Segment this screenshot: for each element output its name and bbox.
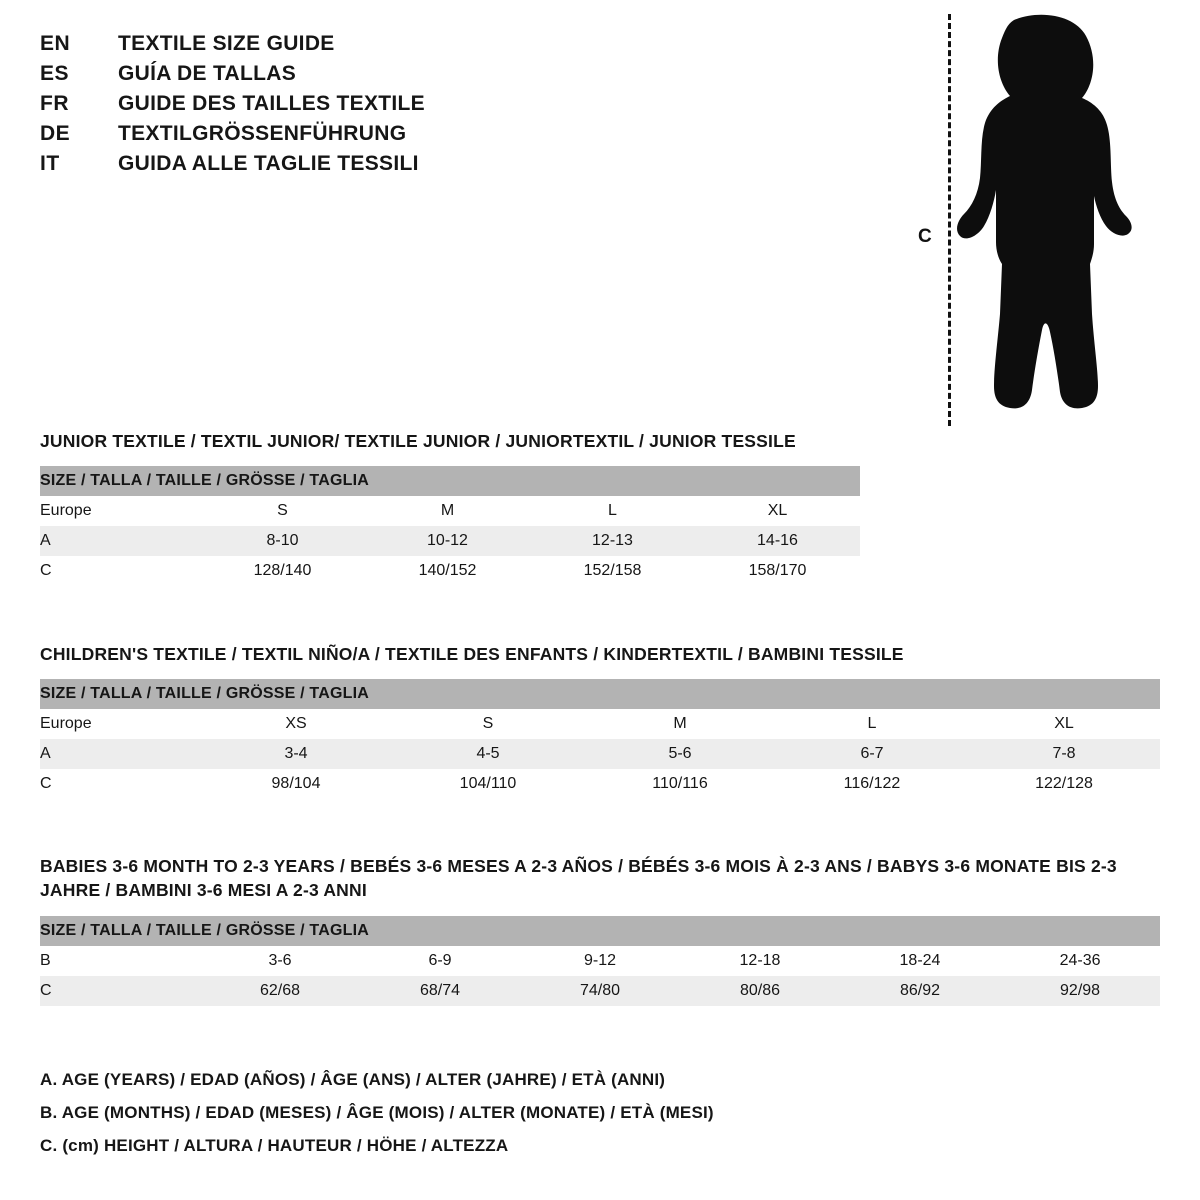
language-text-it: GUIDA ALLE TAGLIE TESSILI: [118, 152, 419, 175]
row-cell: M: [365, 496, 530, 526]
row-label: C: [40, 556, 200, 586]
section-babies-table: [40, 916, 1160, 1006]
table-row: [40, 556, 860, 586]
section-children: [40, 643, 1160, 799]
language-text-en: TEXTILE SIZE GUIDE: [118, 32, 335, 55]
row-cell: 86/92: [840, 976, 1000, 1006]
language-code-es: ES: [40, 62, 70, 85]
section-children-table: [40, 679, 1160, 799]
table-row: [40, 739, 1160, 769]
section-babies: [40, 855, 1160, 1006]
row-label: A: [40, 526, 200, 556]
row-cell: 12-13: [530, 526, 695, 556]
row-cell: 152/158: [530, 556, 695, 586]
row-cell: XL: [968, 709, 1160, 739]
child-silhouette-icon: [952, 14, 1142, 431]
row-cell: 110/116: [584, 769, 776, 799]
table-band-label: SIZE / TALLA / TAILLE / GRÖSSE / TAGLIA: [40, 916, 1160, 946]
row-cell: 24-36: [1000, 946, 1160, 976]
table-band-row: [40, 679, 1160, 709]
section-junior: [40, 430, 860, 586]
row-cell: 14-16: [695, 526, 860, 556]
legend-item-b: B. AGE (MONTHS) / EDAD (MESES) / ÂGE (MOIS) / ALTER (MONATE) / ETÀ (MESI): [40, 1103, 714, 1123]
language-row-es: [40, 62, 680, 92]
table-row: [40, 709, 1160, 739]
row-cell: 5-6: [584, 739, 776, 769]
row-cell: XS: [200, 709, 392, 739]
language-code-it: IT: [40, 152, 60, 175]
language-header: [40, 32, 680, 182]
table-band-label: SIZE / TALLA / TAILLE / GRÖSSE / TAGLIA: [40, 466, 860, 496]
height-measure-figure: [900, 10, 1160, 430]
language-code-fr: FR: [40, 92, 69, 115]
row-cell: 8-10: [200, 526, 365, 556]
row-cell: 80/86: [680, 976, 840, 1006]
row-cell: 158/170: [695, 556, 860, 586]
row-cell: 116/122: [776, 769, 968, 799]
legend-item-c: C. (cm) HEIGHT / ALTURA / HAUTEUR / HÖHE / ALTEZZA: [40, 1136, 509, 1156]
legend: [40, 1063, 714, 1162]
row-cell: L: [776, 709, 968, 739]
row-cell: 62/68: [200, 976, 360, 1006]
row-cell: 140/152: [365, 556, 530, 586]
row-label: B: [40, 946, 200, 976]
row-cell: L: [530, 496, 695, 526]
row-cell: S: [392, 709, 584, 739]
language-code-de: DE: [40, 122, 71, 145]
language-text-fr: GUIDE DES TAILLES TEXTILE: [118, 92, 425, 115]
row-cell: 3-4: [200, 739, 392, 769]
height-measure-label: C: [918, 226, 932, 247]
row-cell: XL: [695, 496, 860, 526]
table-row: [40, 496, 860, 526]
row-cell: 122/128: [968, 769, 1160, 799]
language-code-en: EN: [40, 32, 71, 55]
row-cell: 12-18: [680, 946, 840, 976]
section-babies-title: BABIES 3-6 MONTH TO 2-3 YEARS / BEBÉS 3-6 MESES A 2-3 AÑOS / BÉBÉS 3-6 MOIS À 2-3 ANS / BABYS 3-6 MONATE BIS 2-3 JAHRE / BAMBINI 3-6 MESI A 2-3 ANNI: [40, 856, 1117, 900]
row-cell: 6-9: [360, 946, 520, 976]
row-cell: M: [584, 709, 776, 739]
language-row-de: [40, 122, 680, 152]
table-row: [40, 976, 1160, 1006]
section-children-title: CHILDREN'S TEXTILE / TEXTIL NIÑO/A / TEXTILE DES ENFANTS / KINDERTEXTIL / BAMBINI TESSILE: [40, 644, 904, 664]
row-cell: 74/80: [520, 976, 680, 1006]
row-cell: 128/140: [200, 556, 365, 586]
row-cell: 10-12: [365, 526, 530, 556]
table-band-row: [40, 916, 1160, 946]
table-band-label: SIZE / TALLA / TAILLE / GRÖSSE / TAGLIA: [40, 679, 1160, 709]
table-row: [40, 769, 1160, 799]
row-label: A: [40, 739, 200, 769]
language-row-it: [40, 152, 680, 182]
language-text-es: GUÍA DE TALLAS: [118, 62, 297, 85]
language-row-en: [40, 32, 680, 62]
language-text-de: TEXTILGRÖSSENFÜHRUNG: [118, 122, 407, 145]
row-cell: 18-24: [840, 946, 1000, 976]
row-label: Europe: [40, 496, 200, 526]
table-row: [40, 946, 1160, 976]
table-row: [40, 526, 860, 556]
row-cell: 68/74: [360, 976, 520, 1006]
section-junior-table: [40, 466, 860, 586]
row-cell: 92/98: [1000, 976, 1160, 1006]
table-band-row: [40, 466, 860, 496]
language-row-fr: [40, 92, 680, 122]
height-dashed-line: [948, 14, 951, 426]
section-junior-title: JUNIOR TEXTILE / TEXTIL JUNIOR/ TEXTILE JUNIOR / JUNIORTEXTIL / JUNIOR TESSILE: [40, 431, 796, 451]
legend-item-a: A. AGE (YEARS) / EDAD (AÑOS) / ÂGE (ANS) / ALTER (JAHRE) / ETÀ (ANNI): [40, 1070, 666, 1089]
row-cell: 4-5: [392, 739, 584, 769]
row-cell: 104/110: [392, 769, 584, 799]
row-cell: 7-8: [968, 739, 1160, 769]
row-cell: 6-7: [776, 739, 968, 769]
row-cell: 98/104: [200, 769, 392, 799]
row-cell: S: [200, 496, 365, 526]
row-cell: 3-6: [200, 946, 360, 976]
row-label: C: [40, 769, 200, 799]
row-label: Europe: [40, 709, 200, 739]
row-cell: 9-12: [520, 946, 680, 976]
row-label: C: [40, 976, 200, 1006]
